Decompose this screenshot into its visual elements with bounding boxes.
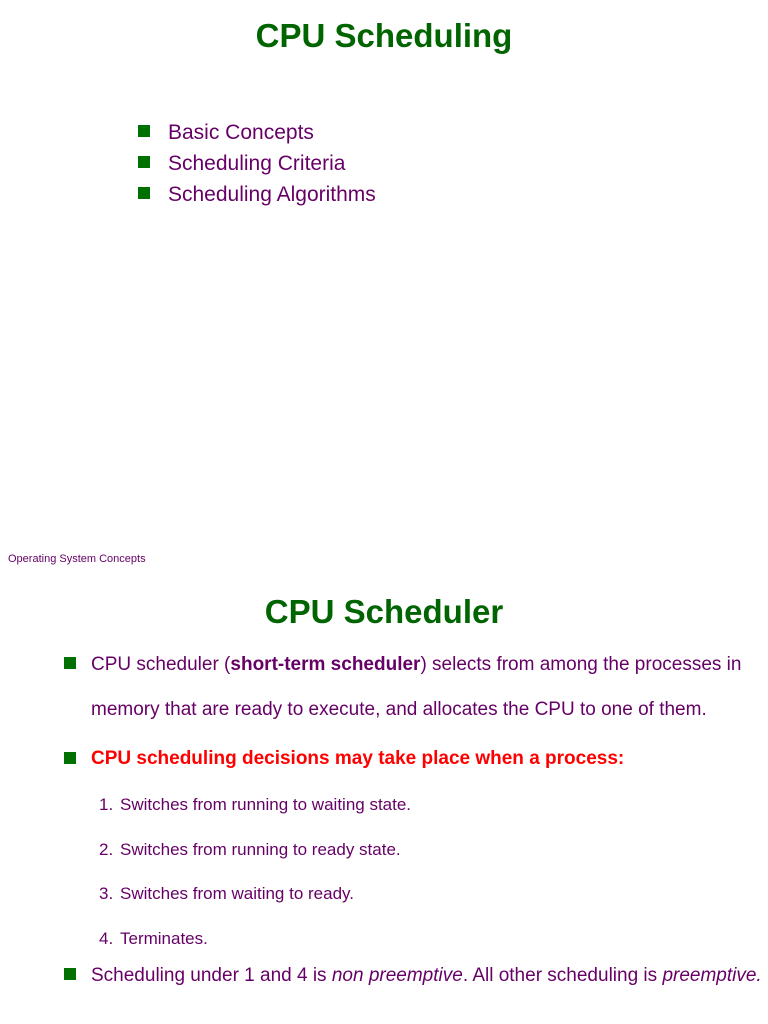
numbered-item-text: Switches from running to ready state. xyxy=(120,840,401,859)
bullet-text-part: CPU scheduler ( xyxy=(91,654,231,675)
bullet-text-line1 xyxy=(91,654,741,676)
numbered-item-number: 2. xyxy=(99,840,114,859)
bullet-text-italic: non preemptive xyxy=(331,965,463,986)
bullet-square-icon xyxy=(64,968,76,980)
list-item: Scheduling Algorithms xyxy=(168,183,376,206)
numbered-item-text: Terminates. xyxy=(120,929,208,948)
bullet-square-icon xyxy=(138,156,150,168)
bullet-text-part: Scheduling under 1 and 4 is xyxy=(91,965,332,986)
numbered-item-text: Switches from running to waiting state. xyxy=(120,795,412,814)
bullet-text-line xyxy=(91,965,762,987)
bullet-square-icon xyxy=(138,125,150,137)
bullet-text-italic: preemptive. xyxy=(662,965,762,986)
numbered-item-number: 3. xyxy=(99,884,114,903)
numbered-item-number: 4. xyxy=(99,929,114,948)
bullet-text-part: ) selects from among the processes in xyxy=(420,654,742,675)
highlight-text: CPU scheduling decisions may take place when a process: xyxy=(91,748,625,769)
list-item: Scheduling Criteria xyxy=(168,152,346,175)
numbered-item-text: Switches from waiting to ready. xyxy=(120,884,354,903)
bullet-square-icon xyxy=(64,752,76,764)
bullet-text-line2: memory that are ready to execute, and allocates the CPU to one of them. xyxy=(91,699,707,720)
numbered-item-number: 1. xyxy=(99,795,114,814)
bullet-text-bold: short-term scheduler xyxy=(230,654,421,675)
footer-label: Operating System Concepts xyxy=(8,553,146,565)
bullet-square-icon xyxy=(138,187,150,199)
bullet-text-part: . All other scheduling is xyxy=(462,965,663,986)
list-item: Basic Concepts xyxy=(168,121,314,144)
slide2-title: CPU Scheduler xyxy=(264,593,504,630)
bullet-square-icon xyxy=(64,657,76,669)
slide1-title: CPU Scheduling xyxy=(255,17,513,54)
